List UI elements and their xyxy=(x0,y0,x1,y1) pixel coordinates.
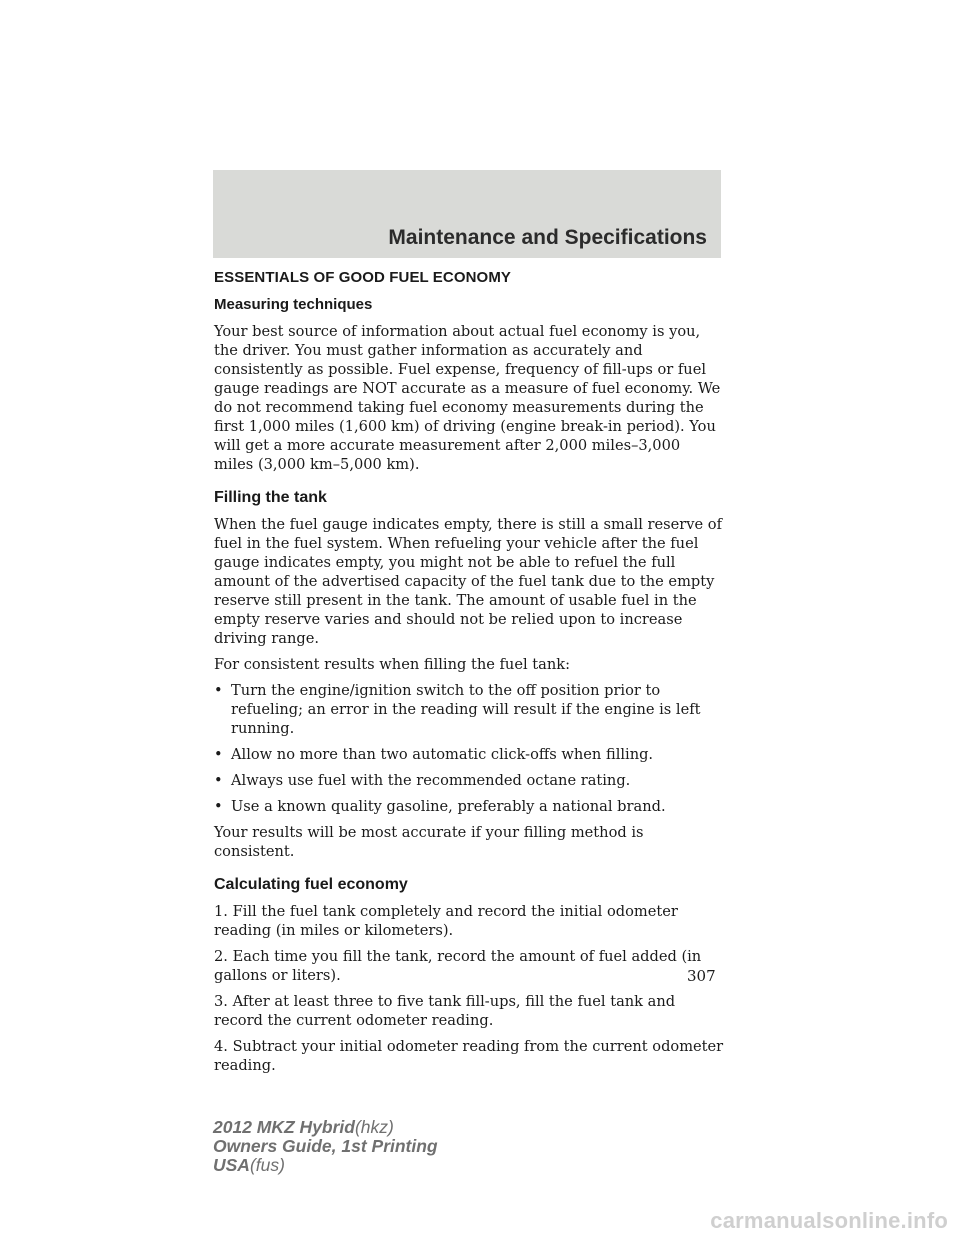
footer-edition: Owners Guide, 1st Printing xyxy=(213,1136,438,1156)
bullet-icon: • xyxy=(214,798,223,815)
calculating-section xyxy=(214,875,724,1075)
list-item xyxy=(214,797,724,816)
measuring-section xyxy=(214,295,724,474)
footer-model-code: (hkz) xyxy=(354,1117,394,1137)
footer-market: USA xyxy=(213,1155,250,1175)
bullet-text: Always use fuel with the recommended octane rating. xyxy=(231,772,631,789)
measuring-paragraph: Your best source of information about actual fuel economy is you, the driver. You must gather information as accurately and consistently as possible. Fuel expense, frequency of fill-ups or fuel gauge readings are NOT accurate as a measure of fuel economy. We do not recommend taking fuel economy measurements during the first 1,000 miles (1,600 km) of driving (engine break-in period). You will get a more accurate measurement after 2,000 miles–3,000 miles (3,000 km–5,000 km). xyxy=(214,323,721,473)
calc-step: 2. Each time you fill the tank, record the amount of fuel added (in gallons or liters). xyxy=(214,948,702,984)
calc-step: 4. Subtract your initial odometer reading from the current odometer reading. xyxy=(214,1038,724,1074)
bullet-text: Turn the engine/ignition switch to the off position prior to refueling; an error in the reading will result if the engine is left running. xyxy=(231,682,701,737)
calc-step: 1. Fill the fuel tank completely and record the initial odometer reading (in miles or kilometers). xyxy=(214,903,678,939)
bullet-icon: • xyxy=(214,746,223,763)
main-heading: ESSENTIALS OF GOOD FUEL ECONOMY xyxy=(214,269,512,286)
list-item xyxy=(214,745,724,764)
page-number: 307 xyxy=(687,967,716,985)
bullet-icon: • xyxy=(214,772,223,789)
footer-model: 2012 MKZ Hybrid xyxy=(213,1117,355,1137)
filling-closing: Your results will be most accurate if your filling method is consistent. xyxy=(214,824,644,860)
bullet-icon: • xyxy=(214,682,223,699)
footer-market-code: (fus) xyxy=(249,1155,285,1175)
calc-step: 3. After at least three to five tank fill-ups, fill the fuel tank and record the current odometer reading. xyxy=(214,993,676,1029)
filling-bullet-list xyxy=(214,681,724,816)
calculating-heading: Calculating fuel economy xyxy=(214,876,408,893)
list-item xyxy=(214,681,724,738)
filling-section xyxy=(214,488,724,861)
bullet-text: Allow no more than two automatic click-offs when filling. xyxy=(231,746,654,763)
filling-paragraph: When the fuel gauge indicates empty, there is still a small reserve of fuel in the fuel system. When refueling your vehicle after the fuel gauge indicates empty, you might not be able to refuel the full amount of the advertised capacity of the fuel tank due to the empty reserve still present in the tank. The amount of usable fuel in the empty reserve varies and should not be relied upon to increase driving range. xyxy=(214,516,722,647)
document-footer xyxy=(213,1118,438,1175)
footer-line-1 xyxy=(213,1118,438,1137)
page-content xyxy=(214,268,724,1089)
footer-line-3 xyxy=(213,1156,438,1175)
list-item xyxy=(214,771,724,790)
bullet-text: Use a known quality gasoline, preferably a national brand. xyxy=(231,798,666,815)
watermark: carmanualsonline.info xyxy=(710,1208,948,1233)
filling-heading: Filling the tank xyxy=(214,489,327,506)
section-title: Maintenance and Specifications xyxy=(388,226,707,249)
filling-intro: For consistent results when filling the fuel tank: xyxy=(214,656,570,673)
measuring-heading: Measuring techniques xyxy=(214,296,373,313)
footer-line-2 xyxy=(213,1137,438,1156)
section-header-band xyxy=(213,170,721,258)
